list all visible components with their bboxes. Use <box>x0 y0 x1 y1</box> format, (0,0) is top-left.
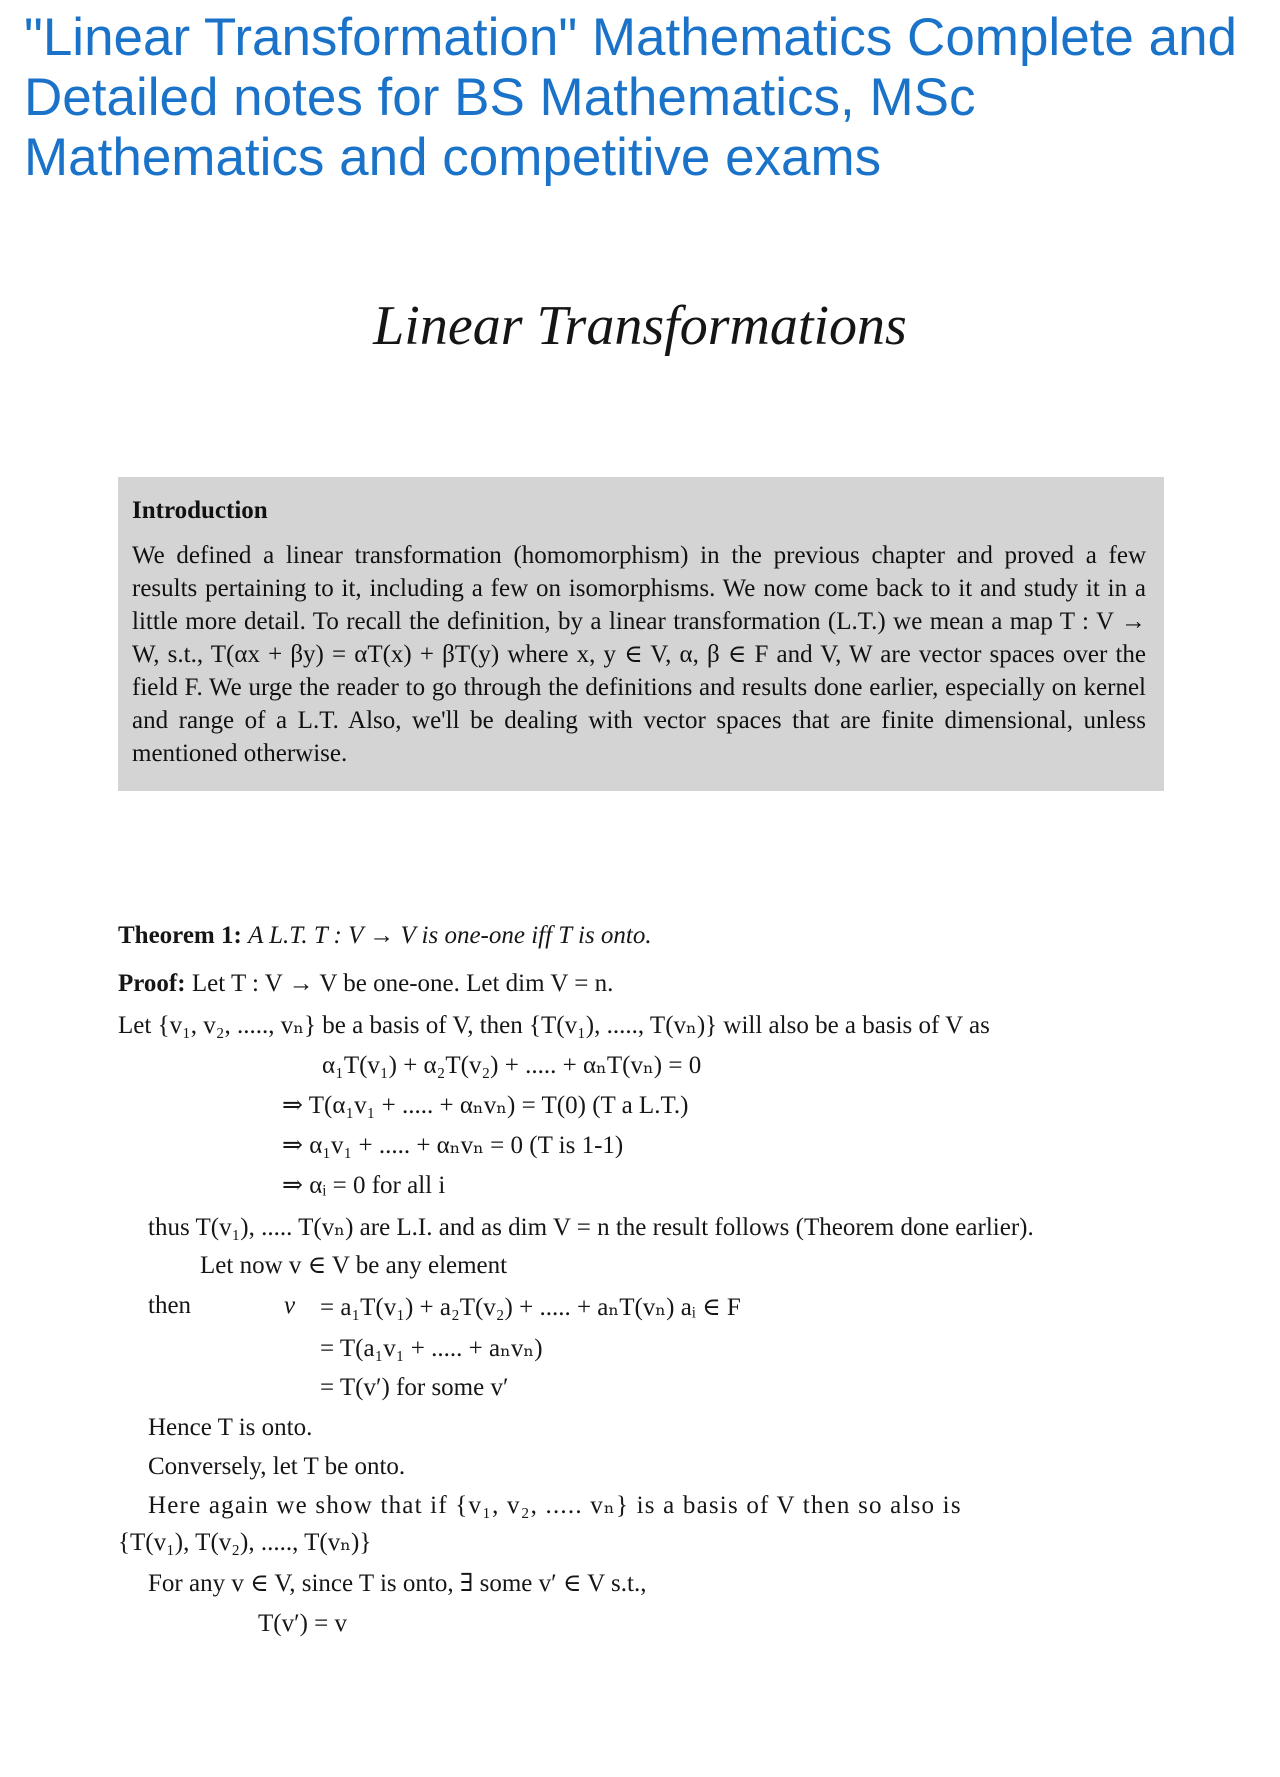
conversely-line: Conversely, let T be onto. <box>148 1453 406 1480</box>
theorem-1 <box>118 922 652 950</box>
equation-2: ⇒ T(α₁v₁ + ..... + αₙvₙ) = T(0) (T a L.T.) <box>282 1092 689 1119</box>
chapter-title: Linear Transformations <box>373 295 907 357</box>
then-label: then <box>148 1292 192 1319</box>
proof-basis-line: Let {v₁, v₂, ....., vₙ} be a basis of V, then {T(v₁), ....., T(vₙ)} will also be a basis of V as <box>118 1012 990 1039</box>
equation-1: α₁T(v₁) + α₂T(v₂) + ..... + αₙT(vₙ) = 0 <box>322 1052 702 1079</box>
proof-label: Proof: <box>118 970 186 997</box>
let-now-line: Let now v ∈ V be any element <box>200 1252 508 1279</box>
equation-7: = T(v′) for some v′ <box>320 1374 509 1401</box>
here-again-line: Here again we show that if {v₁, v₂, ..... vₙ} is a basis of V then so also is <box>148 1492 962 1519</box>
equation-4: ⇒ αᵢ = 0 for all i <box>282 1172 446 1199</box>
thus-line: thus T(v₁), ..... T(vₙ) are L.I. and as dim V = n the result follows (Theorem done earlier). <box>148 1214 1034 1241</box>
theorem-statement: A L.T. T : V → V is one-one iff T is onto. <box>248 922 652 949</box>
proof-first-text: Let T : V → V be one-one. Let dim V = n. <box>191 970 614 997</box>
here-again-continued: {T(v₁), T(v₂), ....., T(vₙ)} <box>118 1529 372 1556</box>
page-title: "Linear Transformation" Mathematics Complete and Detailed notes for BS Mathematics, MSc Mathematics and competitive exams <box>24 8 1238 187</box>
introduction-box <box>118 477 1164 791</box>
theorem-label: Theorem 1: <box>118 922 242 949</box>
introduction-text: We defined a linear transformation (homomorphism) in the previous chapter and proved a few results pertaining to it, including a few on isomorphisms. We now come back to it and study it in a little more detail. To recall the definition, by a linear transformation (L.T.) we mean a map T : V → W, s.t., T(αx + βy) = αT(x) + βT(y) where x, y ∈ V, α, β ∈ F and V, W are vector spaces over the field F. We urge the reader to go through the definitions and results done earlier, especially on kernel and range of a L.T. Also, we'll be dealing with vector spaces that are finite dimensional, unless mentioned otherwise. <box>132 542 1146 767</box>
proof-first-line <box>118 970 613 998</box>
equation-5: = a₁T(v₁) + a₂T(v₂) + ..... + aₙT(vₙ) aᵢ ∈ F <box>320 1294 741 1321</box>
equation-6: = T(a₁v₁ + ..... + aₙvₙ) <box>320 1335 543 1362</box>
for-any-line: For any v ∈ V, since T is onto, ∃ some v′ ∈ V s.t., <box>148 1570 647 1597</box>
then-variable: v <box>284 1292 296 1319</box>
introduction-heading: Introduction <box>132 497 268 524</box>
hence-line: Hence T is onto. <box>148 1414 313 1441</box>
equation-3: ⇒ α₁v₁ + ..... + αₙvₙ = 0 (T is 1-1) <box>282 1132 624 1159</box>
final-equation: T(v′) = v <box>258 1610 347 1637</box>
